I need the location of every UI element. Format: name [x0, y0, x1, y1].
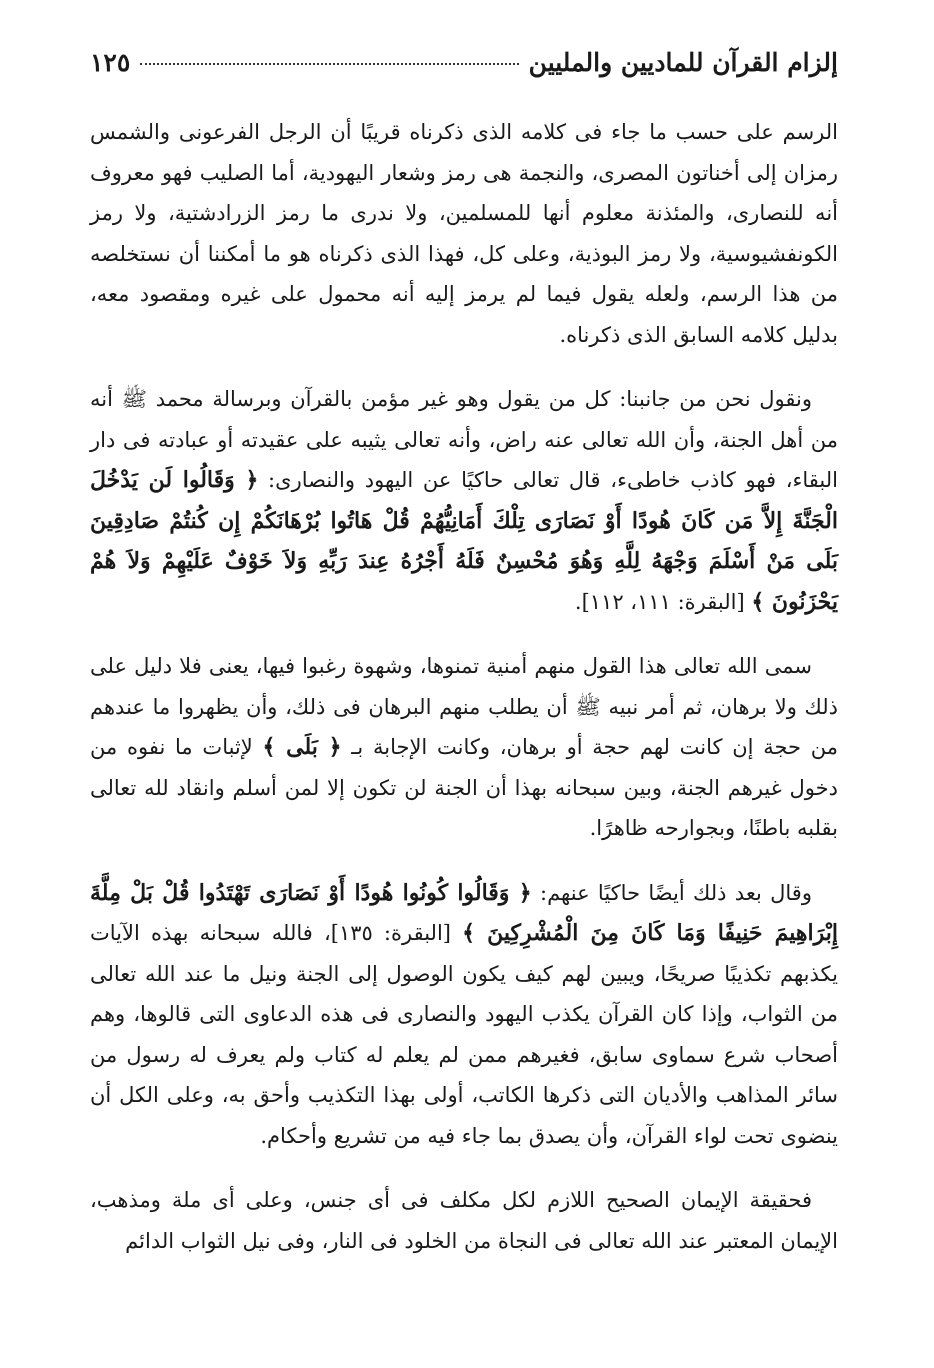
dotted-leader — [140, 63, 518, 65]
quran-verse: ﴿ وَقَالُوا كُونُوا هُودًا أَوْ نَصَارَى تَهْتَدُوا قُلْ بَلْ مِلَّةَ إِبْرَاهِيمَ حَنِيفًا وَمَا كَانَ مِنَ الْمُشْرِكِينَ ﴾ — [90, 879, 838, 946]
running-header — [90, 48, 838, 92]
paragraph-text: لإثبات ما نفوه من دخول غيرهم الجنة، وبين سبحانه بهذا أن الجنة لن تكون إلا لمن أسلم وانقاد لله تعالى بقلبه باطنًا، وبجوارحه ظاهرًا. — [90, 735, 838, 840]
verse-citation: [البقرة: ١١١، ١١٢]. — [574, 589, 745, 614]
paragraph-4 — [90, 873, 838, 1157]
paragraph-text: فحقيقة الإيمان الصحيح اللازم لكل مكلف فى أى جنس، وعلى أى ملة ومذهب، الإيمان المعتبر عند الله تعالى فى النجاة من الخلود فى النار، وفى نيل الثواب الدائم — [90, 1188, 838, 1253]
paragraph-5 — [90, 1180, 838, 1261]
paragraph-2 — [90, 379, 838, 622]
page-number: ١٢٥ — [90, 48, 131, 77]
paragraph-text: الرسم على حسب ما جاء فى كلامه الذى ذكرناه قريبًا أن الرجل الفرعونى والشمس رمزان إلى أخناتون المصرى، والنجمة هى رمز وشعار اليهودية، أما الصليب فهو معروف أنه للنصارى، والمئذنة معلوم أنها للمسلمين، ولا ندرى ما رمز الزرادشتية، ولا رمز الكونفشيوسية، ولا رمز البوذية، وعلى كل، فهذا الذى ذكرناه هو ما أمكننا أن نستخلصه من هذا الرسم، ولعله يقول فيما لم يرمز إليه أنه محمول على غيره ومقصود معه، بدليل كلامه السابق الذى ذكرناه. — [90, 120, 838, 347]
quran-verse: ﴿ بَلَى ﴾ — [262, 734, 342, 760]
paragraph-text: [البقرة: ١٣٥]، فالله سبحانه بهذه الآيات يكذبهم تكذيبًا صريحًا، ويبين لهم كيف يكون الوصول إلى الجنة ونيل ما عند الله تعالى من الثواب، وإذا كان القرآن يكذب اليهود والنصارى فى هذه الدعاوى التى قالوها، وهم أصحاب شرع سماوى سابق، فغيرهم ممن لم يعلم له كتاب ولم يعرف له رسول من سائر المذاهب والأديان التى ذكرها الكاتب، أولى بهذا التكذيب وأحق به، وعلى الكل أن ينضوى تحت لواء القرآن، وأن يصدق بما جاء فيه من تشريع وأحكام. — [90, 921, 838, 1148]
paragraph-1 — [90, 112, 838, 355]
book-title: إلزام القرآن للماديين والمليين — [528, 48, 838, 77]
book-page — [90, 48, 838, 1368]
body-text — [90, 112, 838, 1261]
quran-verse: ﴿ وَقَالُوا لَن يَدْخُلَ الْجَنَّةَ إِلاَّ مَن كَانَ هُودًا أَوْ نَصَارَى تِلْكَ أَمَانِيُّهُمْ قُلْ هَاتُوا بُرْهَانَكُمْ إِن كُنتُمْ صَادِقِينَ بَلَى مَنْ أَسْلَمَ وَجْهَهُ لِلَّهِ وَهُوَ مُحْسِنٌ فَلَهُ أَجْرُهُ عِندَ رَبِّهِ وَلاَ خَوْفٌ عَلَيْهِمْ وَلاَ هُمْ يَحْزَنُونَ ﴾ — [90, 467, 838, 615]
paragraph-text: سمى الله تعالى هذا القول منهم أمنية تمنوها، وشهوة رغبوا فيها، يعنى فلا دليل على ذلك ولا برهان، ثم أمر نبيه ﷺ أن يطلب منهم البرهان فى ذلك، وأن يظهروا ما عندهم من حجة إن كانت لهم حجة أو برهان، وكانت الإجابة بـ — [90, 654, 839, 759]
paragraph-text: وقال بعد ذلك أيضًا حاكيًا عنهم: — [531, 880, 812, 905]
paragraph-3 — [90, 646, 838, 849]
paragraph-text: ونقول نحن من جانبنا: كل من يقول وهو غير مؤمن بالقرآن وبرسالة محمد ﷺ أنه من أهل الجنة، وأن الله تعالى عنه راض، وأنه تعالى يثيبه على عقيدته أو عبادته فى دار البقاء، فهو كاذب خاطىء، قال تعالى حاكيًا عن اليهود والنصارى: — [90, 387, 838, 492]
